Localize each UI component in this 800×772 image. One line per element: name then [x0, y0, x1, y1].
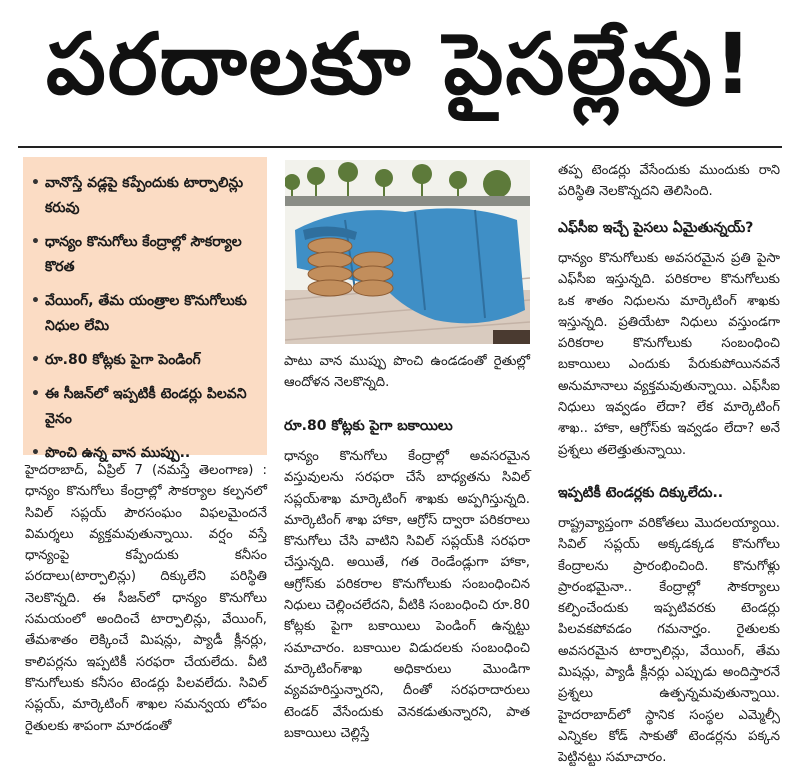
article-paragraph: ధాన్యం కొనుగోలు కేంద్రాల్లో అవసరమైన వస్తువులను సరఫరా చేసే బాధ్యతను సివిల్ సప్లయ్‌శాఖ మార్కెటింగ్ శాఖకు అప్పగిస్తున్నది. మార్కెటింగ్ శాఖ హాకా, ఆగ్రోస్ ద్వారా పరికరాలు కొనుగోలు చేసి వాటిని సివిల్ సప్లయ్‌కి సరఫరా చేస్తున్నది. అయితే, గత రెండేండ్లుగా హాకా, ఆగ్రోస్‌కు పరికరాల కొనుగోలుకు సంబంధించిన నిధులు చెల్లించలేదని, వీటికి సంబంధించి రూ.80 కోట్లకు పైగా బకాయిలు పెండింగ్ ఉన్నట్టు సమాచారం. బకాయిల విడుదలకు సంబంధించి మార్కెటింగ్‌శాఖ అధికారులు మొండిగా వ్యవహరిస్తున్నారని, దీంతో సరఫరాదారులు టెండర్ వేసేందుకు వెనకడుతున్నారని, పాత బకాయిలు చెల్లిస్తే	[284, 449, 530, 741]
highlight-item: • వానొస్తే వడ్లపై కప్పేందుకు టార్పాలిన్లు కరువు	[31, 171, 261, 221]
highlight-item: • ధాన్యం కొనుగోలు కేంద్రాల్లో సౌకర్యాల కొరత	[31, 230, 261, 280]
article-paragraph: ధాన్యం కొనుగోలుకు అవసరమైన ప్రతి పైసా ఎఫ్‌సీఐ ఇస్తున్నది. పరికరాల కొనుగోలుకు ఒక శాతం నిధులను మార్కెటింగ్ శాఖకు ఇస్తున్నది. ప్రతియేటా నిధులు వస్తుండగా పరికరాల కొనుగోలుకు సంబంధించి బకాయిలు ఎందుకు పేరుకుపోయినవనే అనుమానాలు వ్యక్తమవుతున్నాయి. ఎఫ్‌సీఐ నిధులు ఇవ్వడం లేదా? లేక మార్కెటింగ్ శాఖ.. హాకా, ఆగ్రోస్‌కు ఇవ్వడం లేదా? అనే ప్రశ్నలు తలెత్తుతున్నాయి.	[558, 251, 780, 458]
highlight-item: • ఈ సీజన్‌లో ఇప్పటికీ టెండర్లు పిలవని వైనం	[31, 382, 261, 432]
bullet-dot-icon: •	[31, 234, 40, 250]
highlight-item: • రూ.80 కోట్లకు పైగా పెండింగ్	[31, 348, 261, 373]
subheading-fci-funds: ఎఫ్‌సీఐ ఇచ్చే పైసలు ఏమైతున్నయ్?	[558, 220, 754, 236]
article-column-1	[25, 460, 267, 740]
bullet-dot-icon: •	[31, 386, 40, 402]
highlights-box	[23, 157, 267, 461]
highlight-item: • వేయింగ్, తేమ యంత్రాల కొనుగోలుకు నిధుల లేమి	[31, 289, 261, 339]
subheading-dues: రూ.80 కోట్లకు పైగా బకాయిలు	[284, 418, 453, 434]
article-column-3-body-2	[558, 513, 780, 772]
bullet-dot-icon: •	[31, 445, 40, 461]
subheading-tenders: ఇప్పటికీ టెండర్లకు దిక్కులేదు..	[558, 485, 724, 501]
article-paragraph: తప్ప టెండర్లు వేసేందుకు ముందుకు రాని పరిస్థితి నెలకొన్నదని తెలిసింది.	[558, 163, 780, 200]
headline-rule	[18, 146, 782, 148]
article-column-3-intro	[558, 160, 780, 206]
headline: పరదాలకూ పైసల్లేవు!	[45, 14, 755, 113]
tarpaulin-covered-grain-image	[285, 160, 530, 344]
article-paragraph: రాష్ట్రవ్యాప్తంగా వరికోతలు మొదలయ్యాయి. సివిల్ సప్లయ్ అక్కడక్కడ కొనుగోలు కేంద్రాలను ప్రారంభించింది. కొనుగోళ్లు ప్రారంభమైనా.. కేంద్రాల్లో సౌకర్యాలు కల్పించేందుకు ఇప్పటివరకు టెండర్లు పిలవకపోవడం గమనార్హం. రైతులకు అవసరమైన టార్పాలిన్లు, వేయింగ్, తేమ మిషన్లు, ప్యాడీ క్లీనర్లు ఎప్పుడు అందిస్తారనే ప్రశ్నలు ఉత్పన్నమవుతున్నాయి. హైదరాబాద్‌లో స్థానిక సంస్థల ఎమ్మెల్సీ ఎన్నికల కోడ్ సాకుతో టెండర్లను పక్కన పెట్టినట్టు సమాచారం.	[558, 516, 780, 766]
tarpaulin-photo	[285, 160, 530, 344]
bullet-dot-icon: •	[31, 175, 40, 191]
photo-caption: పాటు వాన ముప్పు పొంచి ఉండడంతో రైతుల్లో ఆందోళన నెలకొన్నది.	[284, 354, 530, 391]
bullet-dot-icon: •	[31, 293, 40, 309]
article-column-2	[284, 351, 530, 397]
article-paragraph: హైదరాబాద్, ఏప్రిల్ 7 (నమస్తే తెలంగాణ) : ధాన్యం కొనుగోలు కేంద్రాల్లో సౌకర్యాల కల్పనలో సివిల్ సప్లయ్ పౌరసంఘం విఫలమైందనే విమర్శలు వ్యక్తమవుతున్నాయి. వర్షం వస్తే ధాన్యంపై కప్పేందుకు కనీసం పరదాలు(టార్పాలిన్లు) దిక్కులేని పరిస్థితి నెలకొన్నది. ఈ సీజన్‌లో ధాన్యం కొనుగోలు సమయంలో అందించే టార్పాలిన్లు, వేయింగ్, తేమశాతం లెక్కించే మిషన్లు, ప్యాడీ క్లీనర్లు, కాలిపర్లను ఇప్పటికీ సరఫరా చేయలేదు. వీటి కొనుగోలుకు కనీసం టెండర్లు పిలవలేదు. సివిల్ సప్లయ్, మార్కెటింగ్ శాఖల సమన్వయ లోపం రైతులకు శాపంగా మారడంతో	[25, 463, 267, 734]
article-column-2-body	[284, 446, 530, 747]
highlight-item: • పొంచి ఉన్న వాన ముప్పు..	[31, 441, 261, 466]
bullet-dot-icon: •	[31, 352, 40, 368]
article-column-3-body-1	[558, 248, 780, 464]
